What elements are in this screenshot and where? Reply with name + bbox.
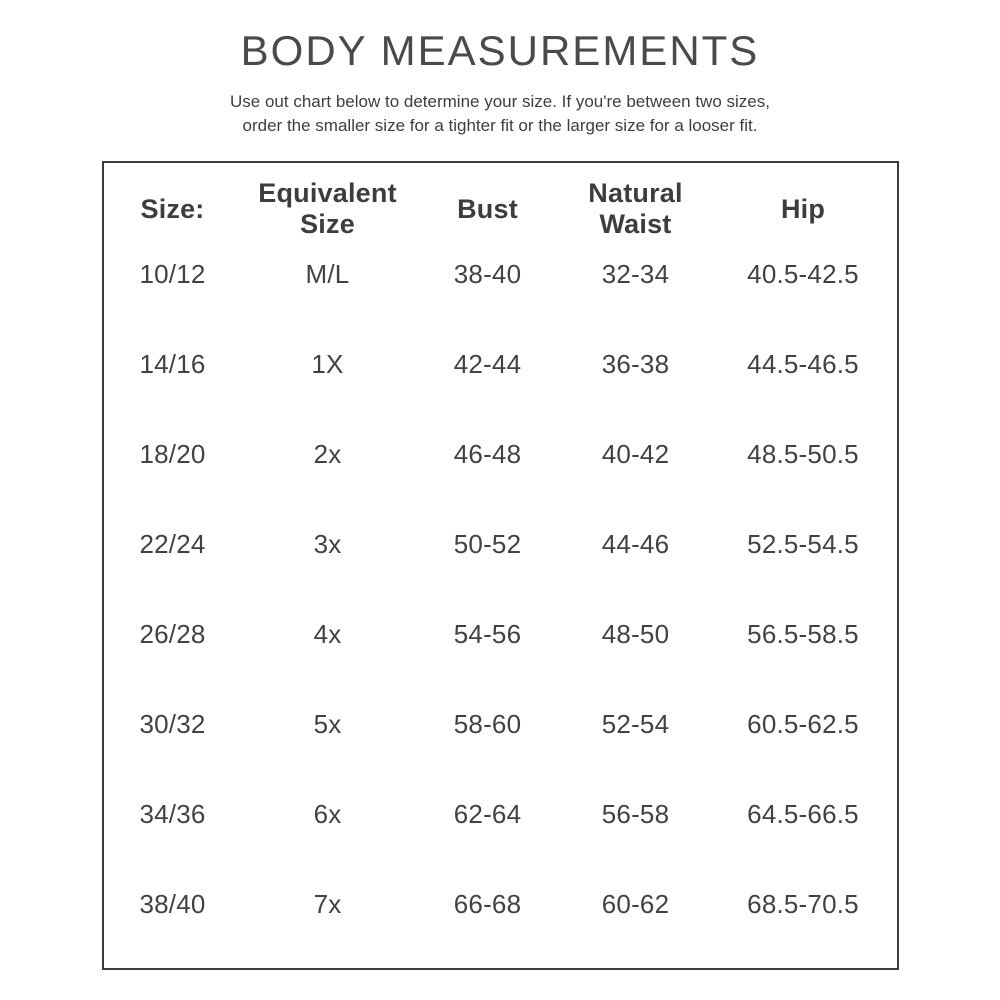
table-cell: 26/28 [139, 618, 206, 649]
table-cell: 50-52 [453, 528, 522, 559]
table-cell: 34/36 [139, 798, 206, 829]
page-subtitle [0, 90, 1000, 138]
table-cell: 38/40 [139, 888, 206, 919]
table-cell: 5x [313, 708, 342, 739]
page-title: BODY MEASUREMENTS [240, 27, 760, 74]
table-cell: 30/32 [139, 708, 206, 739]
table-row [104, 859, 897, 949]
table-cell: 52.5-54.5 [747, 528, 859, 559]
header-cell: Size: [140, 193, 205, 224]
table-cell: 46-48 [453, 438, 522, 469]
size-chart-table [102, 161, 899, 970]
table-row [104, 229, 897, 319]
table-cell: 3x [313, 528, 342, 559]
table-cell: 7x [313, 888, 342, 919]
table-row [104, 319, 897, 409]
table-cell: 22/24 [139, 528, 206, 559]
table-cell: 14/16 [139, 348, 206, 379]
table-cell: M/L [305, 258, 350, 289]
table-cell: 1X [311, 348, 344, 379]
table-cell: 44-46 [601, 528, 670, 559]
table-cell: 68.5-70.5 [747, 888, 859, 919]
table-row [104, 589, 897, 679]
subtitle-line-1: Use out chart below to determine your size. If you're between two sizes, [230, 92, 770, 111]
table-body [104, 229, 897, 949]
subtitle-line-2: order the smaller size for a tighter fit or the larger size for a looser fit. [242, 116, 758, 135]
table-row [104, 769, 897, 859]
table-cell: 32-34 [601, 258, 670, 289]
table-cell: 4x [313, 618, 342, 649]
table-cell: 2x [313, 438, 342, 469]
table-cell: 60-62 [601, 888, 670, 919]
table-cell: 40.5-42.5 [747, 258, 859, 289]
size-chart-page [0, 28, 1000, 1000]
header-cell: Natural Waist [588, 178, 683, 239]
table-cell: 44.5-46.5 [747, 348, 859, 379]
table-cell: 56-58 [601, 798, 670, 829]
table-cell: 60.5-62.5 [747, 708, 859, 739]
header-cell: Bust [457, 193, 518, 224]
table-row [104, 679, 897, 769]
table-cell: 36-38 [601, 348, 670, 379]
table-cell: 40-42 [601, 438, 670, 469]
table-cell: 64.5-66.5 [747, 798, 859, 829]
table-cell: 48-50 [601, 618, 670, 649]
table-cell: 10/12 [139, 258, 206, 289]
table-cell: 52-54 [601, 708, 670, 739]
table-row [104, 409, 897, 499]
table-cell: 54-56 [453, 618, 522, 649]
table-row [104, 499, 897, 589]
table-cell: 62-64 [453, 798, 522, 829]
table-cell: 6x [313, 798, 342, 829]
header-cell: Hip [780, 193, 826, 224]
table-cell: 66-68 [453, 888, 522, 919]
table-cell: 58-60 [453, 708, 522, 739]
table-cell: 18/20 [139, 438, 206, 469]
table-cell: 42-44 [453, 348, 522, 379]
table-cell: 56.5-58.5 [747, 618, 859, 649]
table-cell: 38-40 [453, 258, 522, 289]
table-cell: 48.5-50.5 [747, 438, 859, 469]
header-cell: Equivalent Size [258, 178, 397, 239]
